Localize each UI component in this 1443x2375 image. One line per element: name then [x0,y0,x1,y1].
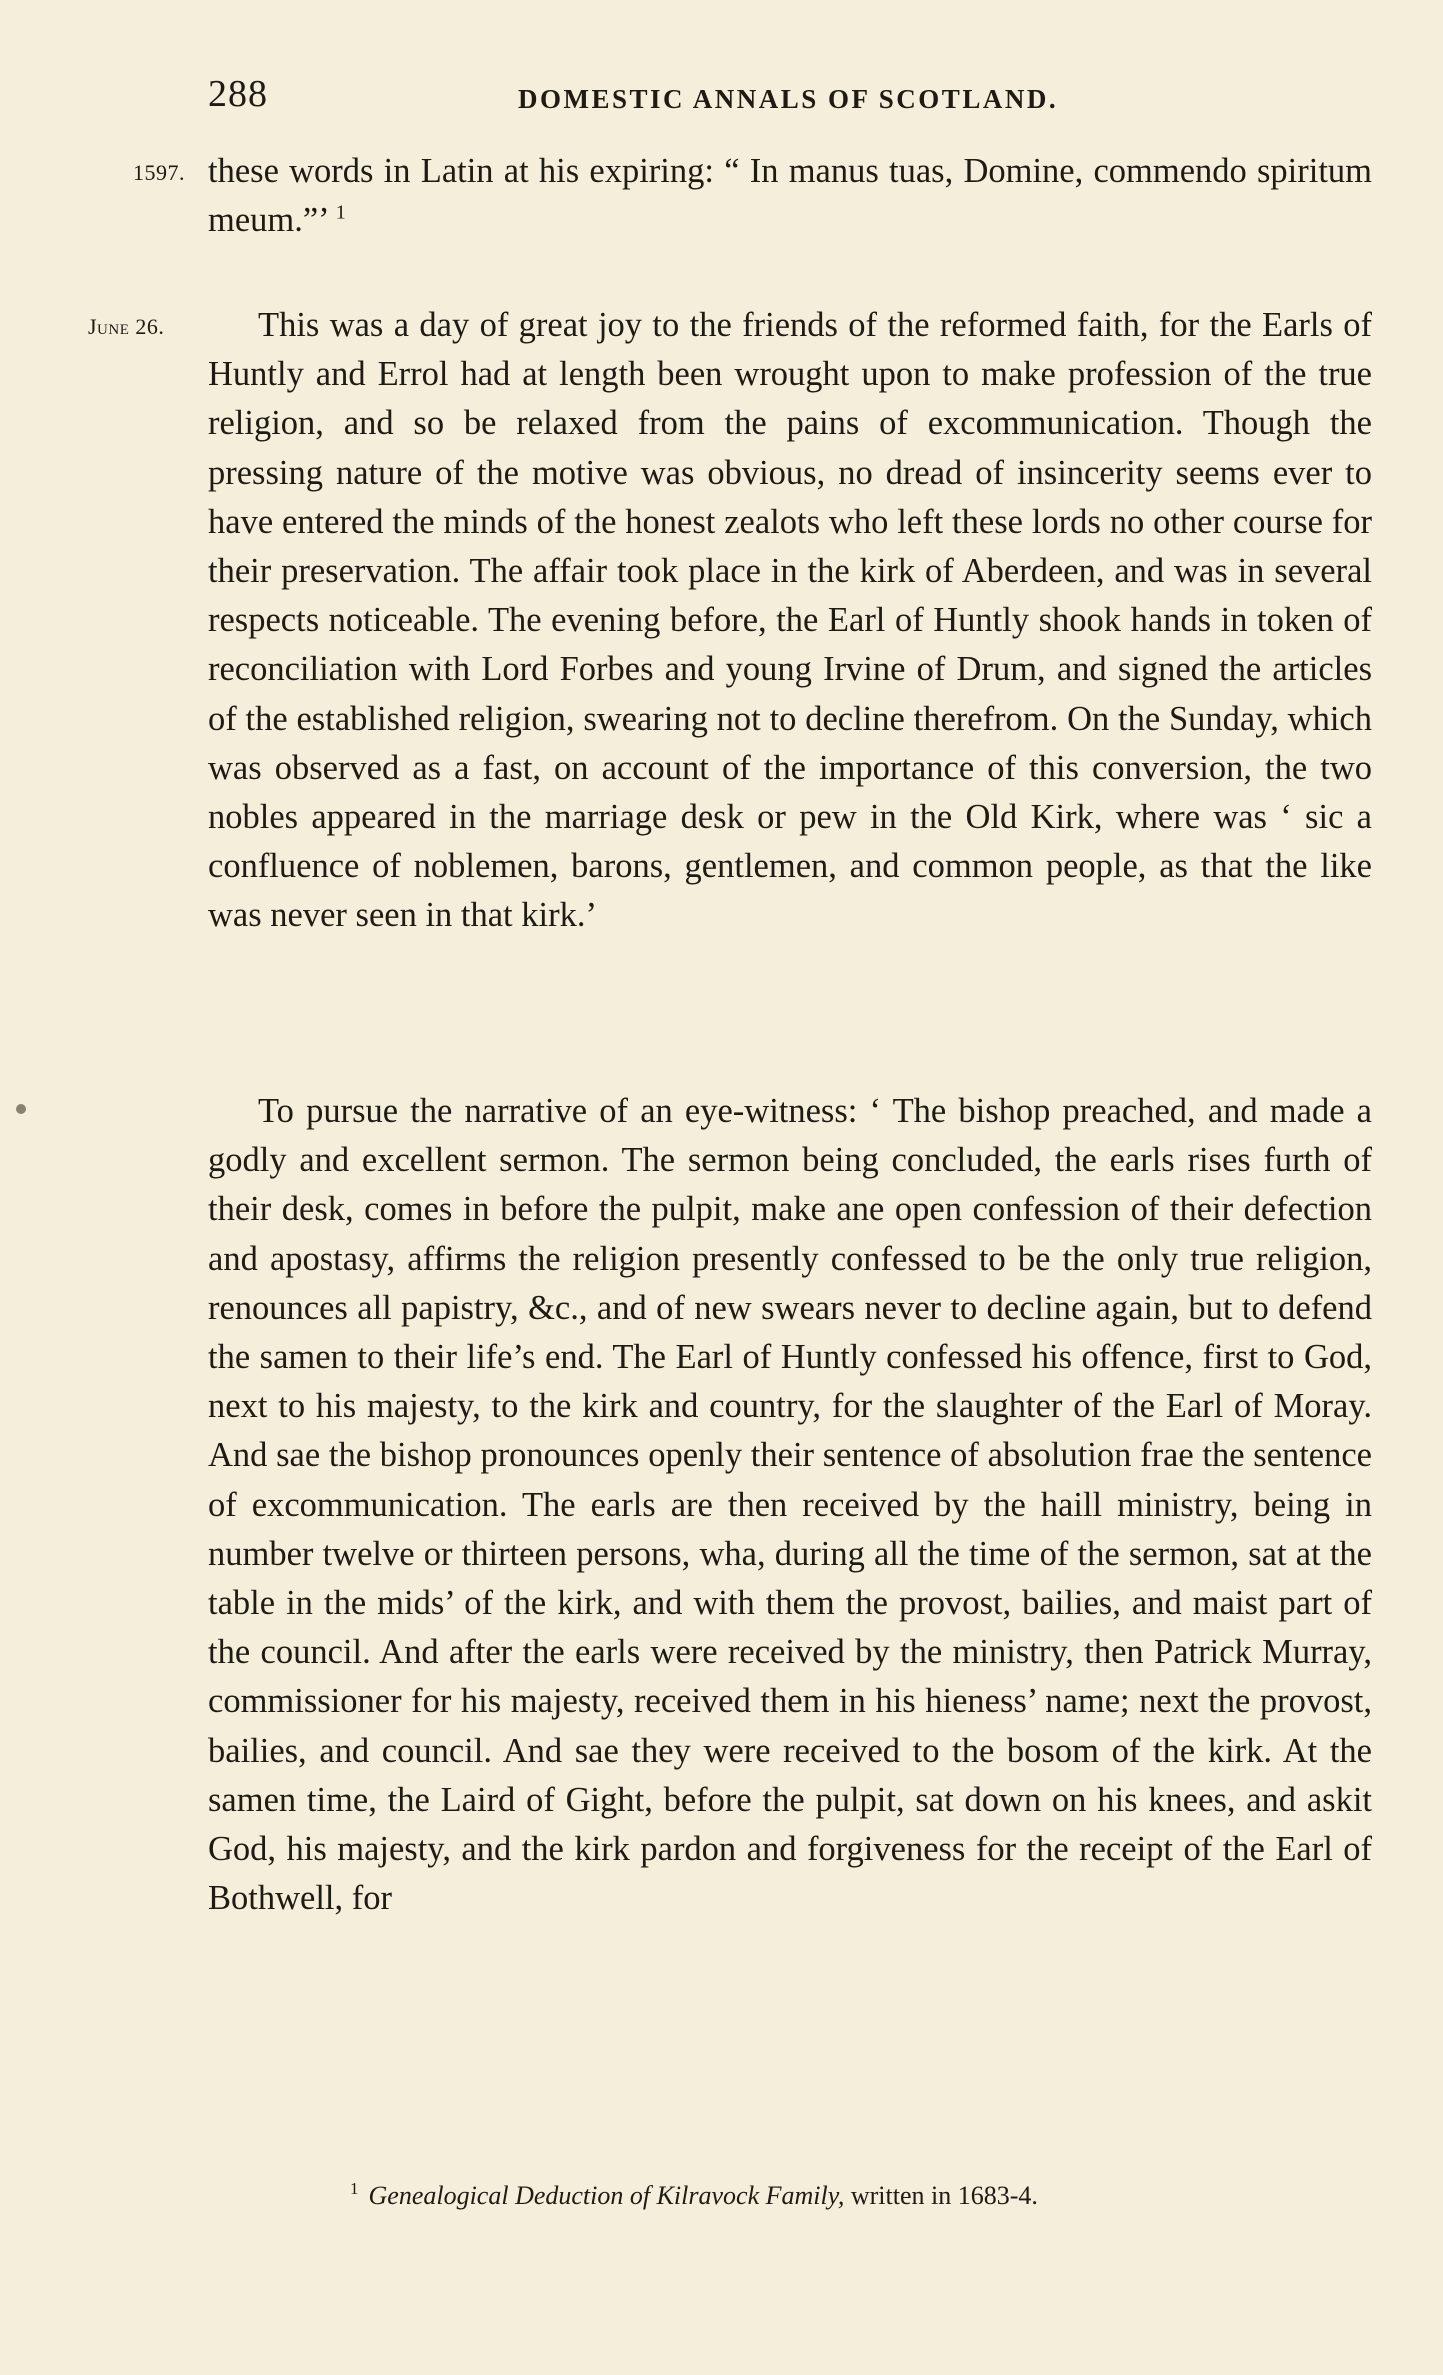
opening-text: these words in Latin at his expiring: “ In manus tuas, Domine, commendo spiritum meum.”’ [208,152,1372,240]
margin-mark [16,1104,26,1114]
paragraph-1 [208,301,1372,941]
footnote-title: Genealogical Deduction of Kilravock Family, [368,2181,845,2210]
running-head: DOMESTIC ANNALS OF SCOTLAND. [518,84,1059,114]
margin-date: June 26. [88,314,165,339]
paragraph-1-text: This was a day of great joy to the friends of the reformed faith, for the Earls of Huntly and Errol had at length been wrought upon to make profession of the true religion, and so be relaxed from the pains of excommunication. Though the pressing nature of the motive was obvious, no dread of insincerity seems ever to have entered the minds of the honest zealots who left these lords no other course for their preservation. The affair took place in the kirk of Aberdeen, and was in several respects noticeable. The evening before, the Earl of Huntly shook hands in token of reconciliation with Lord Forbes and young Irvine of Drum, and signed the articles of the established religion, swearing not to decline therefrom. On the Sunday, which was observed as a fast, on account of the importance of this conversion, the two nobles appeared in the marriage desk or pew in the Old Kirk, where was ‘ sic a confluence of noblemen, barons, gentlemen, and common people, as that the like was never seen in that kirk.’ [208,306,1372,935]
footnote-number: 1 [350,2179,359,2199]
paragraph-2-text: To pursue the narrative of an eye-witness: ‘ The bishop preached, and made a godly and excellent sermon. The sermon being concluded, the earls rises furth of their desk, comes in before the pulpit, make ane open confession of their defection and apostasy, affirms the religion presently confessed to be the only true religion, renounces all papistry, &c., and of new swears never to decline again, but to defend the samen to their life’s end. The Earl of Huntly confessed his offence, first to God, next to his majesty, to the kirk and country, for the slaughter of the Earl of Moray. And sae the bishop pronounces openly their sentence of absolution frae the sentence of excommunication. The earls are then received by the haill ministry, being in number twelve or thirteen persons, wha, during all the time of the sermon, sat at the table in the mids’ of the kirk, and with them the provost, bailies, and maist part of the council. And after the earls were received by the ministry, then Patrick Murray, commissioner for his majesty, received them in his hieness’ name; next the provost, bailies, and council. And sae they were received to the bosom of the kirk. At the samen time, the Laird of Gight, before the pulpit, sat down on his knees, and askit God, his majesty, and the kirk pardon and forgiveness for the receipt of the Earl of Bothwell, for [208,1092,1372,1918]
margin-year: 1597. [133,160,185,185]
footnote [350,2178,1370,2214]
opening-paragraph [208,147,1372,245]
paragraph-2 [208,1087,1372,1923]
page-header [208,72,1388,122]
footnote-reference: 1 [335,201,346,224]
footnote-text: written in 1683-4. [844,2181,1038,2210]
page-number: 288 [208,73,268,115]
